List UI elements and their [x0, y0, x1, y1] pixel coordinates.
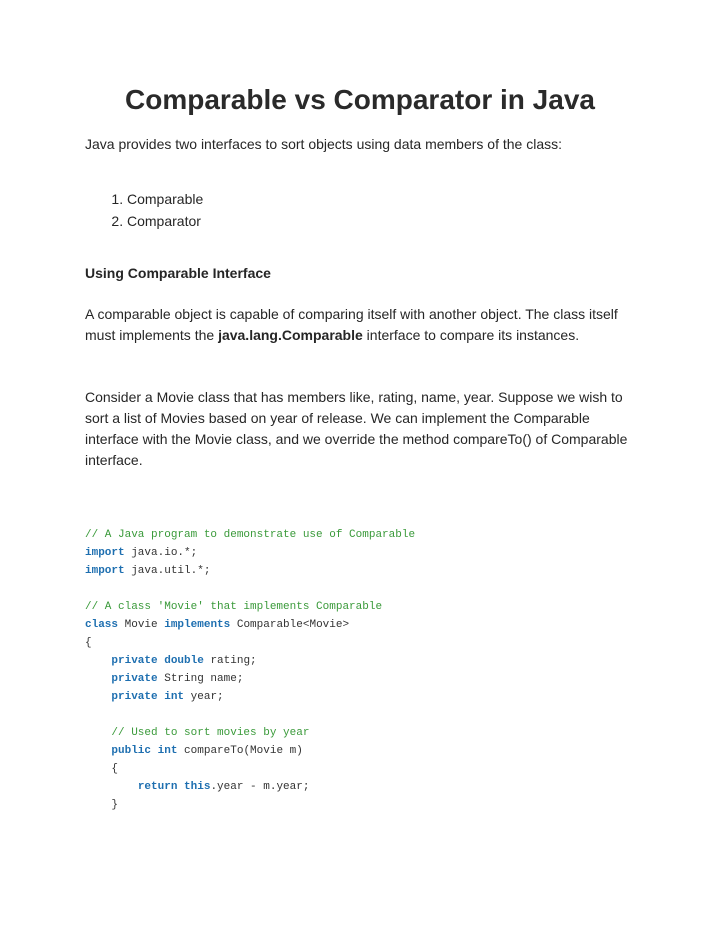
- code-line: [85, 688, 415, 706]
- code-comment: // Used to sort movies by year: [111, 727, 310, 739]
- section-heading: Using Comparable Interface: [85, 265, 271, 281]
- list-item: 1. Comparable: [127, 188, 203, 210]
- code-text: [85, 727, 111, 739]
- code-line: [85, 670, 415, 688]
- code-text: String name;: [157, 673, 244, 685]
- code-line: [85, 598, 415, 616]
- code-keyword: import: [85, 547, 125, 559]
- code-text: [85, 745, 111, 757]
- code-keyword: private: [111, 691, 158, 703]
- code-text: [85, 673, 111, 685]
- code-line: [85, 652, 415, 670]
- code-text: [85, 691, 111, 703]
- code-text: rating;: [203, 655, 257, 667]
- code-keyword: int: [157, 745, 178, 757]
- code-keyword: private: [111, 673, 158, 685]
- page-title: Comparable vs Comparator in Java: [125, 84, 595, 115]
- code-line: [85, 634, 415, 652]
- code-keyword: double: [164, 655, 204, 667]
- list-item: 2. Comparator: [127, 210, 203, 232]
- code-block: [85, 526, 415, 814]
- code-text: year;: [184, 691, 224, 703]
- code-keyword: private: [111, 655, 158, 667]
- code-text: compareTo(Movie m): [177, 745, 303, 757]
- code-text: [85, 781, 138, 793]
- code-line: [85, 562, 415, 580]
- code-keyword: public: [111, 745, 152, 757]
- code-text: {: [85, 763, 119, 775]
- code-text: .year - m.year;: [210, 781, 310, 793]
- code-text: Comparable<Movie>: [230, 619, 350, 631]
- code-text: {: [85, 637, 92, 649]
- code-text: [151, 745, 158, 757]
- comparable-paragraph: A comparable object is capable of comparing itself with another object. The class itself must implements the java.lang.Comparable interface to compare its instances.: [85, 306, 618, 343]
- interfaces-list: [85, 188, 203, 232]
- code-line: [85, 796, 415, 814]
- intro-paragraph: Java provides two interfaces to sort objects using data members of the class:: [85, 136, 563, 152]
- code-keyword: return: [137, 781, 178, 793]
- code-keyword: int: [164, 691, 185, 703]
- code-line: [85, 760, 415, 778]
- code-line: [85, 544, 415, 562]
- code-line: [85, 616, 415, 634]
- code-text: java.io.*;: [124, 547, 198, 559]
- code-comment: // A Java program to demonstrate use of Comparable: [85, 529, 416, 541]
- code-line: [85, 580, 415, 598]
- code-line: [85, 526, 415, 544]
- code-text: Movie: [118, 619, 165, 631]
- movie-paragraph: Consider a Movie class that has members like, rating, name, year. Suppose we wish to sort a list of Movies based on year of release. We can implement the Comparable interface with the Movie class, and we override the method compareTo() of Comparable interface.: [85, 389, 628, 468]
- code-text: [85, 655, 111, 667]
- code-keyword: implements: [164, 619, 231, 631]
- code-keyword: class: [85, 619, 119, 631]
- code-keyword: import: [85, 565, 125, 577]
- code-line: [85, 706, 415, 724]
- code-line: [85, 742, 415, 760]
- code-line: [85, 724, 415, 742]
- class-name-bold: java.lang.Comparable: [218, 327, 363, 343]
- code-text: java.util.*;: [124, 565, 211, 577]
- code-text: }: [85, 799, 119, 811]
- code-keyword: this: [184, 781, 211, 793]
- code-comment: // A class 'Movie' that implements Comparable: [85, 601, 383, 613]
- code-line: [85, 778, 415, 796]
